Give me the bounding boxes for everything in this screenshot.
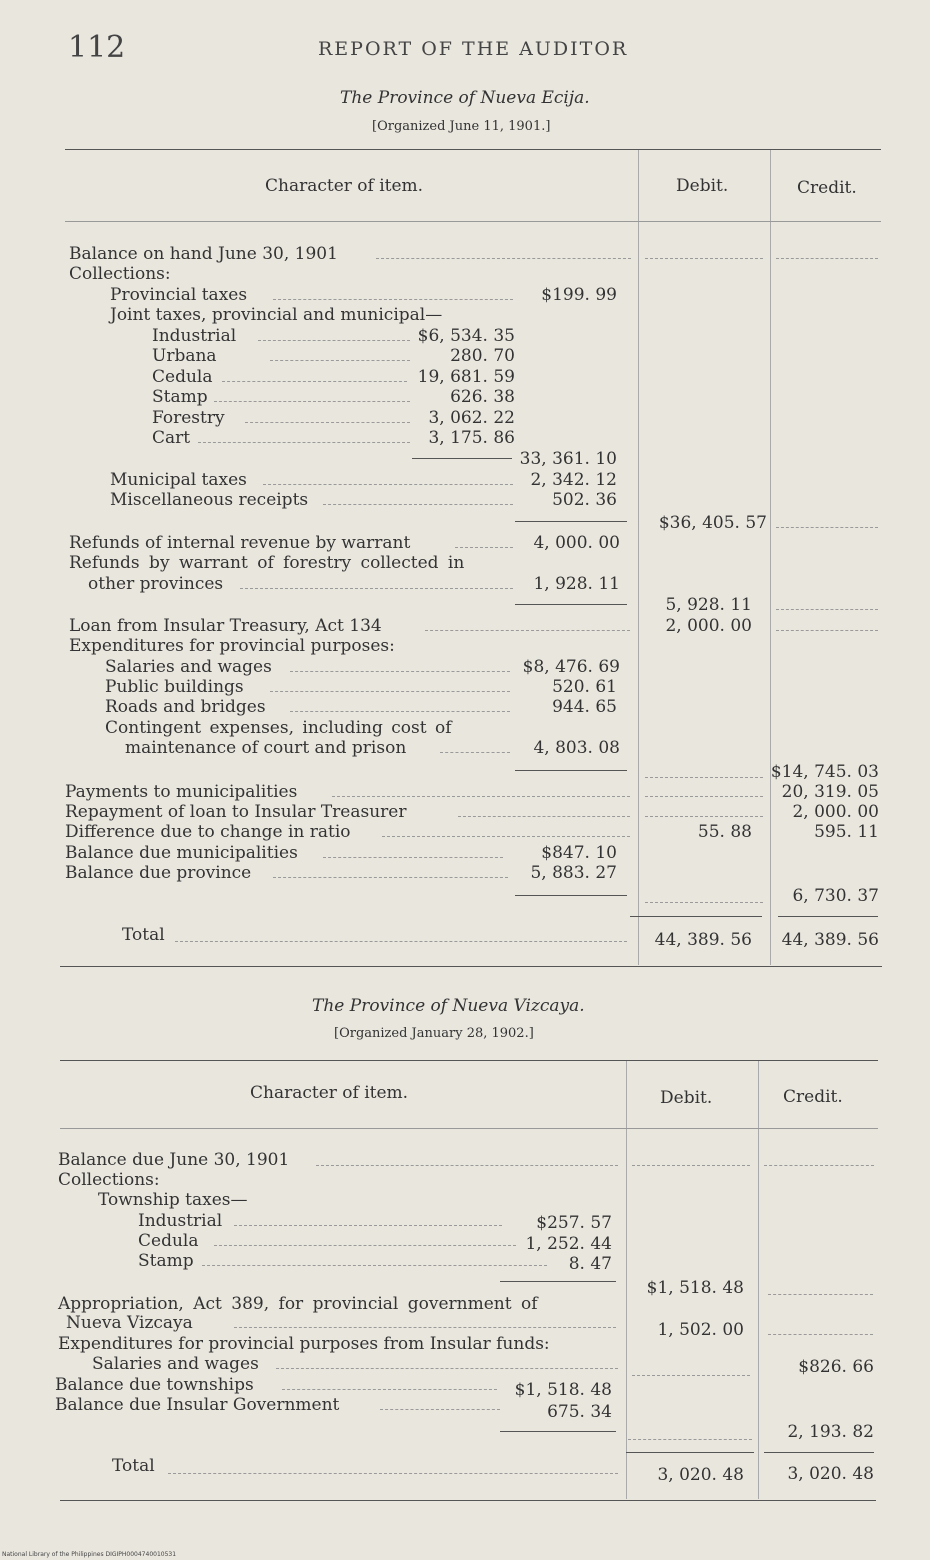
vizcaya-industrial: Industrial	[138, 1211, 223, 1231]
ecija-balance-on-hand: Balance on hand June 30, 1901	[69, 244, 338, 264]
ecija-difference-ratio-credit: 595. 11	[814, 822, 879, 842]
scan-footer: National Library of the Philippines DIGIPH0004740010531	[2, 1551, 177, 1558]
ecija-total-rule-credit	[778, 916, 878, 917]
vizcaya-col-debit: Debit.	[660, 1088, 713, 1108]
ecija-difference-ratio-debit: 55. 88	[697, 822, 752, 842]
vizcaya-stamp: Stamp	[138, 1251, 194, 1271]
ecija-collections-debit: $36, 405. 57	[658, 513, 767, 533]
ecija-expenditures: Expenditures for provincial purposes:	[69, 636, 395, 656]
vizcaya-salaries: Salaries and wages	[92, 1354, 259, 1374]
vizcaya-collections-debit: $1, 518. 48	[646, 1278, 744, 1298]
vizcaya-table-bottom-rule	[60, 1500, 876, 1501]
ecija-expenditures-credit: $14, 745. 03	[770, 762, 879, 782]
ecija-refunds-forestry-amt: 1, 928. 11	[533, 574, 620, 594]
ecija-loan-debit: 2, 000. 00	[665, 616, 752, 636]
vizcaya-township-taxes: Township taxes—	[98, 1190, 248, 1210]
ecija-col-credit: Credit.	[797, 178, 857, 198]
vizcaya-collections: Collections:	[58, 1170, 160, 1190]
ecija-header-rule	[65, 221, 881, 222]
vizcaya-balance-credit: 2, 193. 82	[787, 1422, 874, 1442]
vizcaya-title: The Province of Nueva Vizcaya.	[312, 996, 585, 1016]
ecija-refunds-rule	[515, 604, 627, 605]
vizcaya-divider-1	[626, 1061, 627, 1499]
ecija-joint-total: 33, 361. 10	[519, 449, 617, 469]
ecija-table-bottom-rule	[60, 966, 882, 967]
running-head: REPORT OF THE AUDITOR	[318, 38, 629, 60]
ecija-provincial-taxes-amt: $199. 99	[541, 285, 617, 305]
ecija-table-top-rule	[65, 149, 881, 150]
ecija-repayment-loan-credit: 2, 000. 00	[792, 802, 879, 822]
ecija-total-debit: 44, 389. 56	[654, 930, 752, 950]
ecija-misc-receipts-amt: 502. 36	[552, 490, 617, 510]
ecija-industrial: Industrial	[152, 326, 237, 346]
vizcaya-collections-rule	[500, 1281, 616, 1282]
ecija-title: The Province of Nueva Ecija.	[340, 88, 590, 108]
ecija-joint-taxes: Joint taxes, provincial and municipal—	[110, 305, 443, 325]
vizcaya-balance-townships-amt: $1, 518. 48	[514, 1380, 612, 1400]
ecija-joint-subtotal-rule	[412, 458, 512, 459]
ecija-salaries: Salaries and wages	[105, 657, 272, 677]
vizcaya-header-rule	[60, 1128, 878, 1129]
vizcaya-col-credit: Credit.	[783, 1087, 843, 1107]
vizcaya-stamp-amt: 8. 47	[568, 1254, 612, 1274]
ecija-collections: Collections:	[69, 264, 171, 284]
ecija-balance-municipalities: Balance due municipalities	[65, 843, 298, 863]
vizcaya-divider-2	[758, 1061, 759, 1499]
vizcaya-total-credit: 3, 020. 48	[787, 1464, 874, 1484]
vizcaya-total-rule-debit	[626, 1452, 754, 1453]
ecija-divider-1	[638, 150, 639, 965]
ecija-col-item: Character of item.	[265, 176, 424, 196]
ecija-refunds-internal: Refunds of internal revenue by warrant	[69, 533, 411, 553]
ecija-public-buildings-amt: 520. 61	[552, 677, 617, 697]
ecija-balance-rule	[515, 895, 627, 896]
ecija-urbana-amt: 280. 70	[450, 346, 515, 366]
ecija-misc-receipts: Miscellaneous receipts	[110, 490, 309, 510]
ecija-municipal-taxes: Municipal taxes	[110, 470, 247, 490]
ecija-refunds-forestry-1: Refunds by warrant of forestry collected in	[69, 553, 465, 573]
ecija-payments-municipalities: Payments to municipalities	[65, 782, 298, 802]
ecija-urbana: Urbana	[152, 346, 217, 366]
ecija-roads-amt: 944. 65	[552, 697, 617, 717]
ecija-salaries-amt: $8, 476. 69	[522, 657, 620, 677]
ecija-cedula-amt: 19, 681. 59	[417, 367, 515, 387]
ecija-repayment-loan: Repayment of loan to Insular Treasurer	[65, 802, 407, 822]
vizcaya-balance-rule	[500, 1431, 616, 1432]
ecija-total-rule-debit	[630, 916, 762, 917]
ecija-contingent-1: Contingent expenses, including cost of	[105, 718, 452, 738]
vizcaya-organized: [Organized January 28, 1902.]	[334, 1026, 534, 1041]
ecija-provincial-taxes: Provincial taxes	[110, 285, 248, 305]
ecija-forestry: Forestry	[152, 408, 225, 428]
vizcaya-balance-due: Balance due June 30, 1901	[58, 1150, 290, 1170]
vizcaya-industrial-amt: $257. 57	[536, 1213, 612, 1233]
ecija-balance-municipalities-amt: $847. 10	[541, 843, 617, 863]
ecija-total-credit: 44, 389. 56	[781, 930, 879, 950]
vizcaya-col-item: Character of item.	[250, 1083, 409, 1103]
vizcaya-appropriation-1: Appropriation, Act 389, for provincial government of	[58, 1294, 538, 1314]
vizcaya-balance-townships: Balance due townships	[55, 1375, 254, 1395]
vizcaya-table-top-rule	[60, 1060, 878, 1061]
ecija-balance-province-amt: 5, 883. 27	[530, 863, 617, 883]
ecija-divider-2	[770, 150, 771, 965]
vizcaya-total: Total	[112, 1456, 155, 1476]
ecija-cedula: Cedula	[152, 367, 213, 387]
vizcaya-appropriation-debit: 1, 502. 00	[657, 1320, 744, 1340]
ecija-cart-amt: 3, 175. 86	[428, 428, 515, 448]
ecija-total: Total	[122, 925, 165, 945]
vizcaya-cedula-amt: 1, 252. 44	[525, 1234, 612, 1254]
vizcaya-salaries-credit: $826. 66	[798, 1357, 874, 1377]
ecija-cart: Cart	[152, 428, 191, 448]
ecija-contingent-amt: 4, 803. 08	[533, 738, 620, 758]
ecija-organized: [Organized June 11, 1901.]	[372, 119, 551, 134]
vizcaya-appropriation-2: Nueva Vizcaya	[66, 1313, 193, 1333]
ecija-refunds-internal-amt: 4, 000. 00	[533, 533, 620, 553]
ecija-public-buildings: Public buildings	[105, 677, 244, 697]
ecija-forestry-amt: 3, 062. 22	[428, 408, 515, 428]
ecija-collections-rule	[515, 521, 627, 522]
ecija-difference-ratio: Difference due to change in ratio	[65, 822, 351, 842]
ecija-stamp-amt: 626. 38	[450, 387, 515, 407]
ecija-expenditures-rule	[515, 770, 627, 771]
ecija-balance-credit: 6, 730. 37	[792, 886, 879, 906]
ecija-col-debit: Debit.	[676, 176, 729, 196]
vizcaya-expenditures: Expenditures for provincial purposes from Insular funds:	[58, 1334, 550, 1354]
vizcaya-balance-insular-amt: 675. 34	[547, 1402, 612, 1422]
ecija-roads: Roads and bridges	[105, 697, 266, 717]
ecija-stamp: Stamp	[152, 387, 208, 407]
page-number: 112	[68, 30, 126, 65]
ecija-refunds-forestry-2: other provinces	[88, 574, 224, 594]
ecija-municipal-taxes-amt: 2, 342. 12	[530, 470, 617, 490]
ecija-loan: Loan from Insular Treasury, Act 134	[69, 616, 382, 636]
ecija-industrial-amt: $6, 534. 35	[417, 326, 515, 346]
vizcaya-total-debit: 3, 020. 48	[657, 1465, 744, 1485]
ecija-balance-province: Balance due province	[65, 863, 252, 883]
vizcaya-balance-insular: Balance due Insular Government	[55, 1395, 340, 1415]
vizcaya-cedula: Cedula	[138, 1231, 199, 1251]
ecija-contingent-2: maintenance of court and prison	[125, 738, 407, 758]
vizcaya-total-rule-credit	[764, 1452, 874, 1453]
ecija-refunds-debit: 5, 928. 11	[665, 595, 752, 615]
ecija-payments-municipalities-credit: 20, 319. 05	[781, 782, 879, 802]
